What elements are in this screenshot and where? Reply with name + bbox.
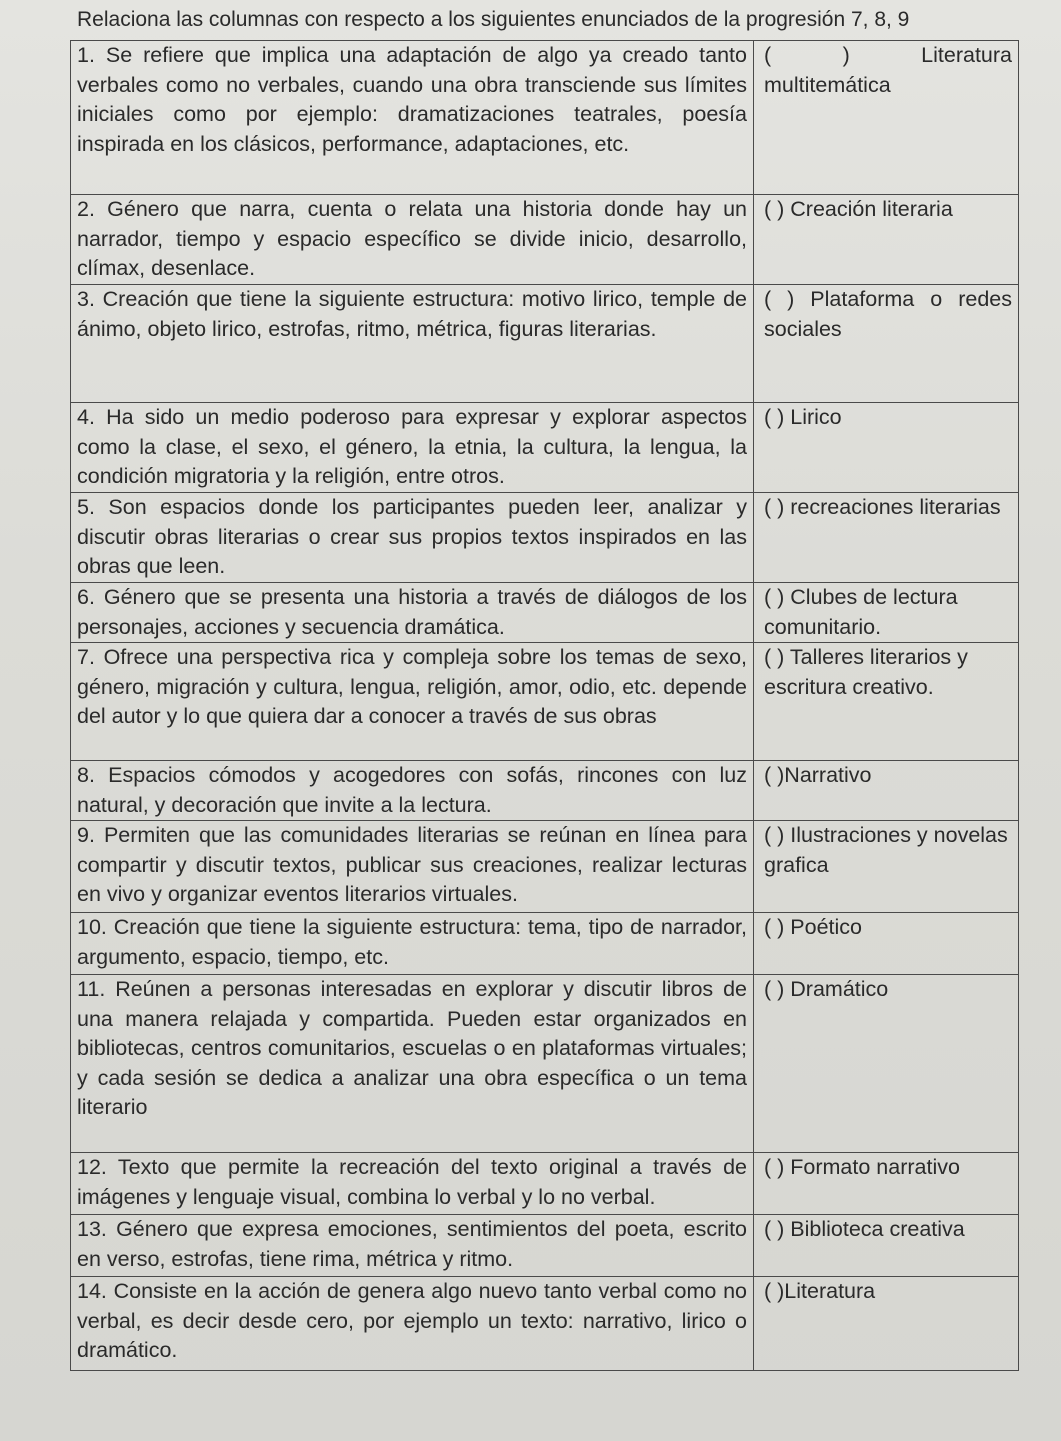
statement-text: 12. Texto que permite la recreación del texto original a través de imágenes y lenguaje visual, combina lo verbal y lo no verbal. xyxy=(77,1155,747,1209)
option-text: ( ) Formato narrativo xyxy=(764,1155,960,1179)
option-text: ( )Narrativo xyxy=(764,763,872,787)
option-cell xyxy=(754,195,1019,285)
statement-cell xyxy=(71,1153,754,1215)
option-cell xyxy=(754,1153,1019,1215)
statement-text: 9. Permiten que las comunidades literarias se reúnan en línea para compartir y discutir textos, publicar sus creaciones, realizar lecturas en vivo y organizar eventos literarios virtuales. xyxy=(77,823,747,906)
option-text: ( ) Lirico xyxy=(764,405,842,429)
option-text: ( ) Literatura multitemática xyxy=(764,43,1012,97)
option-text: ( )Literatura xyxy=(764,1279,876,1303)
statement-cell xyxy=(71,41,754,195)
table-row xyxy=(71,975,1019,1153)
statement-cell xyxy=(71,1277,754,1371)
statement-text: 7. Ofrece una perspectiva rica y compleja sobre los temas de sexo, género, migración y cultura, lengua, religión, amor, odio, etc. depende del autor y lo que quiera dar a conocer a través de sus obras xyxy=(77,645,747,728)
option-cell xyxy=(754,493,1019,583)
table-row xyxy=(71,403,1019,493)
option-cell xyxy=(754,761,1019,821)
option-cell xyxy=(754,821,1019,913)
option-cell xyxy=(754,41,1019,195)
statement-cell xyxy=(71,583,754,643)
statement-cell xyxy=(71,761,754,821)
table-row xyxy=(71,821,1019,913)
option-text: ( ) Plataforma o redes sociales xyxy=(764,287,1012,341)
option-cell xyxy=(754,1215,1019,1277)
statement-cell xyxy=(71,913,754,975)
statement-cell xyxy=(71,975,754,1153)
statement-text: 1. Se refiere que implica una adaptación de algo ya creado tanto verbales como no verbales, cuando una obra transciende sus límites iniciales como por ejemplo: dramatizaciones teatrales, poesía inspirada en los clásicos, performance, adaptaciones, etc. xyxy=(77,43,747,156)
option-text: ( ) Clubes de lectura comunitario. xyxy=(764,585,958,639)
option-cell xyxy=(754,1277,1019,1371)
table-row xyxy=(71,583,1019,643)
option-text: ( ) Dramático xyxy=(764,977,889,1001)
statement-cell xyxy=(71,493,754,583)
table-row xyxy=(71,285,1019,403)
statement-text: 6. Género que se presenta una historia a través de diálogos de los personajes, acciones y secuencia dramática. xyxy=(77,585,747,639)
statement-cell xyxy=(71,643,754,761)
statement-text: 13. Género que expresa emociones, sentimientos del poeta, escrito en verso, estrofas, tiene rima, métrica y ritmo. xyxy=(77,1217,747,1271)
option-text: ( ) Creación literaria xyxy=(764,197,953,221)
option-text: ( ) Ilustraciones y novelas grafica xyxy=(764,823,1008,877)
option-cell xyxy=(754,403,1019,493)
table-row xyxy=(71,1277,1019,1371)
option-cell xyxy=(754,913,1019,975)
statement-text: 5. Son espacios donde los participantes pueden leer, analizar y discutir obras literarias o crear sus propios textos inspirados en las obras que leen. xyxy=(77,495,747,578)
statement-cell xyxy=(71,1215,754,1277)
option-cell xyxy=(754,583,1019,643)
table-row xyxy=(71,913,1019,975)
option-cell xyxy=(754,643,1019,761)
table-row xyxy=(71,1153,1019,1215)
option-text: ( ) Poético xyxy=(764,915,862,939)
statement-text: 14. Consiste en la acción de genera algo nuevo tanto verbal como no verbal, es decir desde cero, por ejemplo un texto: narrativo, lirico o dramático. xyxy=(77,1279,747,1362)
option-cell xyxy=(754,285,1019,403)
statement-text: 11. Reúnen a personas interesadas en explorar y discutir libros de una manera relajada y compartida. Pueden estar organizados en bibliotecas, centros comunitarios, escuelas o en plataformas virtuales; y cada sesión se dedica a analizar una obra específica o un tema literario xyxy=(77,977,747,1119)
table-row xyxy=(71,493,1019,583)
statement-cell xyxy=(71,403,754,493)
statement-text: 4. Ha sido un medio poderoso para expresar y explorar aspectos como la clase, el sexo, el género, la etnia, la cultura, la lengua, la condición migratoria y la religión, entre otros. xyxy=(77,405,747,488)
statement-cell xyxy=(71,285,754,403)
instruction-text: Relaciona las columnas con respecto a los siguientes enunciados de la progresión 7, 8, 9 xyxy=(77,8,910,31)
table-row xyxy=(71,1215,1019,1277)
statement-cell xyxy=(71,821,754,913)
table-row xyxy=(71,761,1019,821)
option-text: ( ) Talleres literarios y escritura creativo. xyxy=(764,645,968,699)
statement-text: 2. Género que narra, cuenta o relata una historia donde hay un narrador, tiempo y espacio específico se divide inicio, desarrollo, clímax, desenlace. xyxy=(77,197,747,280)
matching-table xyxy=(70,40,1019,1371)
option-text: ( ) recreaciones literarias xyxy=(764,495,1001,519)
statement-cell xyxy=(71,195,754,285)
statement-text: 10. Creación que tiene la siguiente estructura: tema, tipo de narrador, argumento, espacio, tiempo, etc. xyxy=(77,915,747,969)
statement-text: 8. Espacios cómodos y acogedores con sofás, rincones con luz natural, y decoración que invite a la lectura. xyxy=(77,763,747,817)
option-text: ( ) Biblioteca creativa xyxy=(764,1217,965,1241)
table-row xyxy=(71,195,1019,285)
option-cell xyxy=(754,975,1019,1153)
statement-text: 3. Creación que tiene la siguiente estructura: motivo lirico, temple de ánimo, objeto lirico, estrofas, ritmo, métrica, figuras literarias. xyxy=(77,287,747,341)
table-row xyxy=(71,41,1019,195)
table-row xyxy=(71,643,1019,761)
